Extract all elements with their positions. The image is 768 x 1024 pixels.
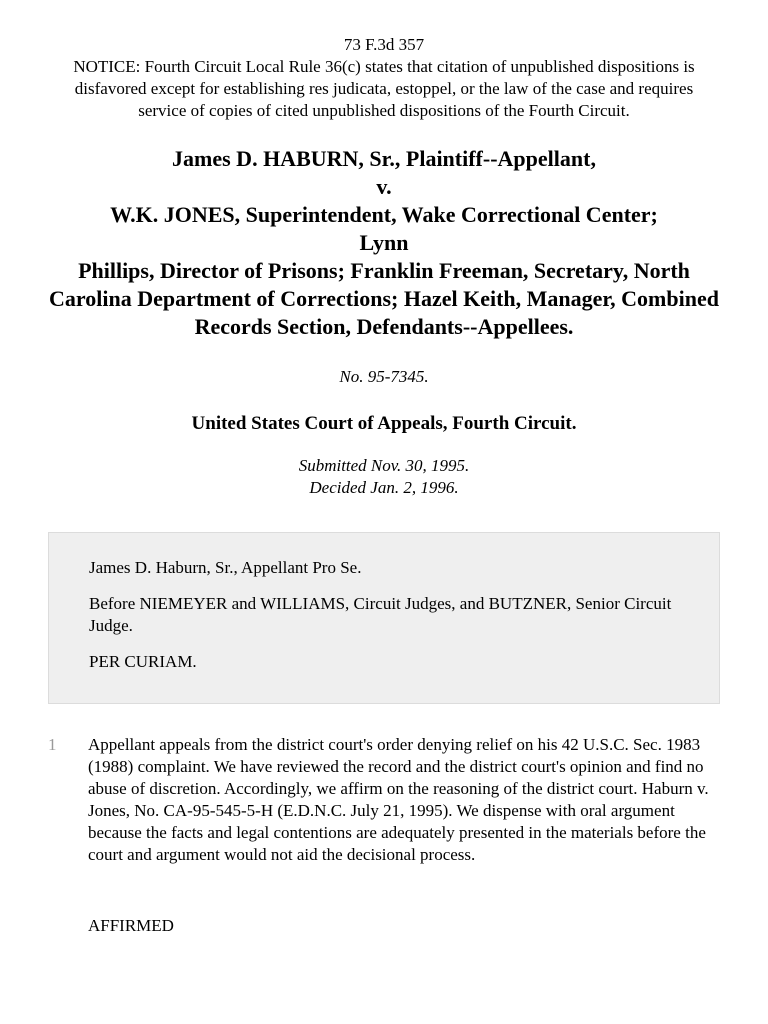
per-curiam: PER CURIAM. (89, 652, 197, 671)
docket-number: No. 95-7345. (339, 367, 429, 386)
opinion-paragraph (48, 734, 728, 866)
disposition: AFFIRMED (88, 916, 174, 935)
citation: 73 F.3d 357 (343, 35, 425, 54)
caption-defendant-1: W.K. JONES, Superintendent, Wake Correctional Center; (110, 202, 658, 227)
document-header (54, 0, 714, 122)
caption-plaintiff: James D. HABURN, Sr., Plaintiff--Appellant, (172, 146, 596, 171)
counsel-box (48, 532, 720, 704)
notice: NOTICE: Fourth Circuit Local Rule 36(c) states that citation of unpublished dispositions is disfavored except for establishing res judicata, estoppel, or the law of the case and requires service of copies of cited unpublished dispositions of the Fourth Circuit. (73, 57, 695, 120)
decided-date: Decided Jan. 2, 1996. (309, 478, 459, 497)
caption-defendant-2: Lynn (359, 230, 409, 255)
submitted-date: Submitted Nov. 30, 1995. (298, 456, 470, 475)
case-caption (34, 145, 734, 341)
court-name: United States Court of Appeals, Fourth Circuit. (191, 413, 577, 434)
caption-defendants-rest: Phillips, Director of Prisons; Franklin Freeman, Secretary, North Carolina Department of Corrections; Hazel Keith, Manager, Combined Records Section, Defendants--Appellees. (49, 258, 719, 339)
paragraph-text: Appellant appeals from the district court's order denying relief on his 42 U.S.C. Sec. 1983 (1988) complaint. We have reviewed the record and the district court's opinion and find no abuse of discretion. Accordingly, we affirm on the reasoning of the district court. Haburn v. Jones, No. CA-95-545-5-H (E.D.N.C. July 21, 1995). We dispense with oral argument because the facts and legal contentions are adequately presented in the materials before the court and argument would not aid the decisional process. (88, 735, 709, 864)
caption-versus: v. (376, 174, 392, 199)
case-dates (0, 455, 768, 499)
paragraph-number[interactable]: 1 (48, 735, 57, 754)
judges-line: Before NIEMEYER and WILLIAMS, Circuit Judges, and BUTZNER, Senior Circuit Judge. (89, 594, 672, 635)
counsel-line: James D. Haburn, Sr., Appellant Pro Se. (89, 558, 362, 577)
